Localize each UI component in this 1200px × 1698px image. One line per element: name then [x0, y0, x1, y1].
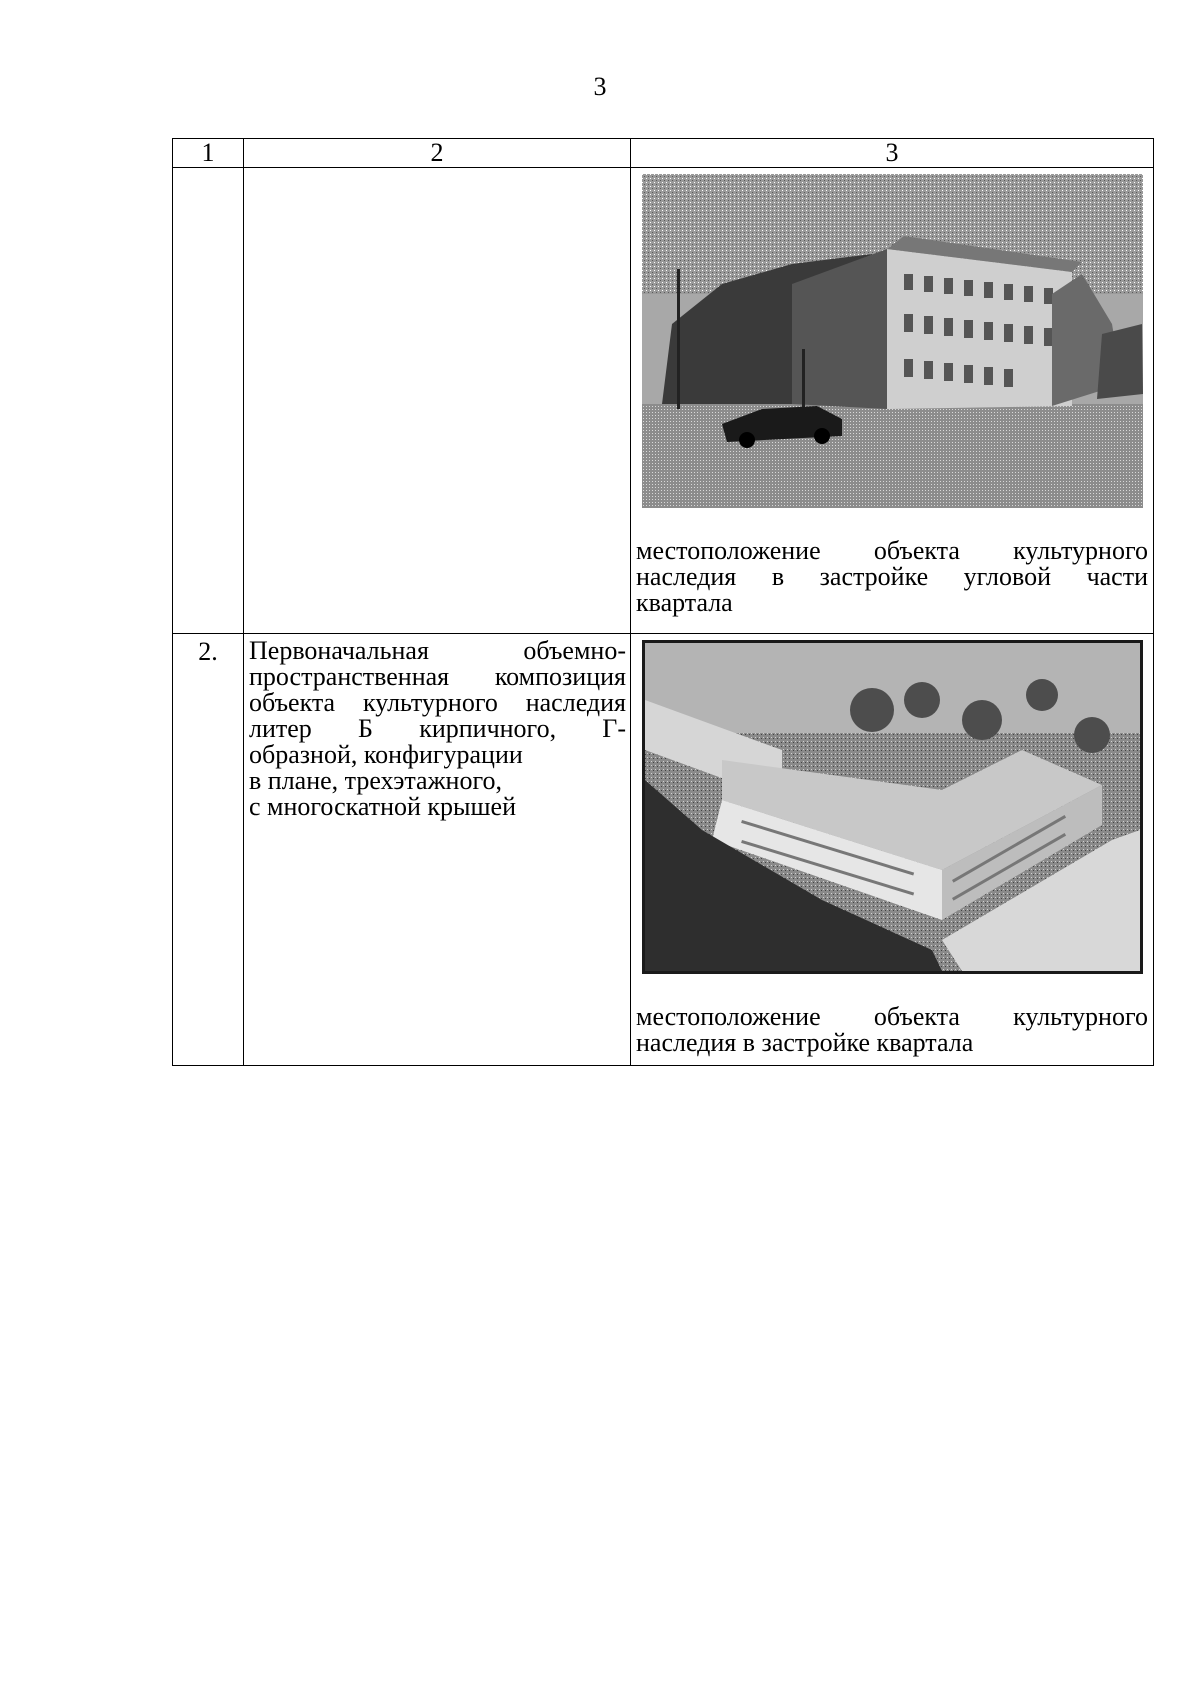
description-line: литер Б кирпичного, Г-: [249, 714, 626, 743]
photo-cell: [631, 168, 1154, 634]
description-line: образной, конфигурации: [249, 740, 523, 769]
description-line: в плане, трехэтажного,: [249, 766, 502, 795]
photo-cell: [631, 634, 1154, 1066]
table-row: [173, 634, 1154, 1066]
row-number: 2.: [173, 634, 244, 1066]
photo-caption: [636, 1004, 1148, 1056]
description-line: с многоскатной крышей: [249, 792, 516, 821]
header-cell-3: 3: [631, 139, 1154, 168]
caption-line: местоположение объекта культурного: [636, 536, 1148, 565]
caption-line: квартала: [636, 588, 733, 617]
description-line: Первоначальная объемно-: [249, 636, 626, 665]
row-description: [244, 634, 631, 1066]
page-number: 3: [593, 72, 607, 101]
street-corner-building-photo: [642, 174, 1143, 508]
header-cell-1: 1: [173, 139, 244, 168]
caption-line: наследия в застройке угловой части: [636, 562, 1148, 591]
heritage-table: [172, 138, 1154, 1066]
row-number: [173, 168, 244, 634]
caption-line: местоположение объекта культурного: [636, 1002, 1148, 1031]
description-line: пространственная композиция: [249, 662, 626, 691]
caption-line: наследия в застройке квартала: [636, 1028, 974, 1057]
photo-caption: [636, 538, 1148, 616]
aerial-building-photo: [642, 640, 1143, 974]
table-row: [173, 168, 1154, 634]
table-header-row: [173, 139, 1154, 168]
description-line: объекта культурного наследия: [249, 688, 626, 717]
row-description: [244, 168, 631, 634]
header-cell-2: 2: [244, 139, 631, 168]
